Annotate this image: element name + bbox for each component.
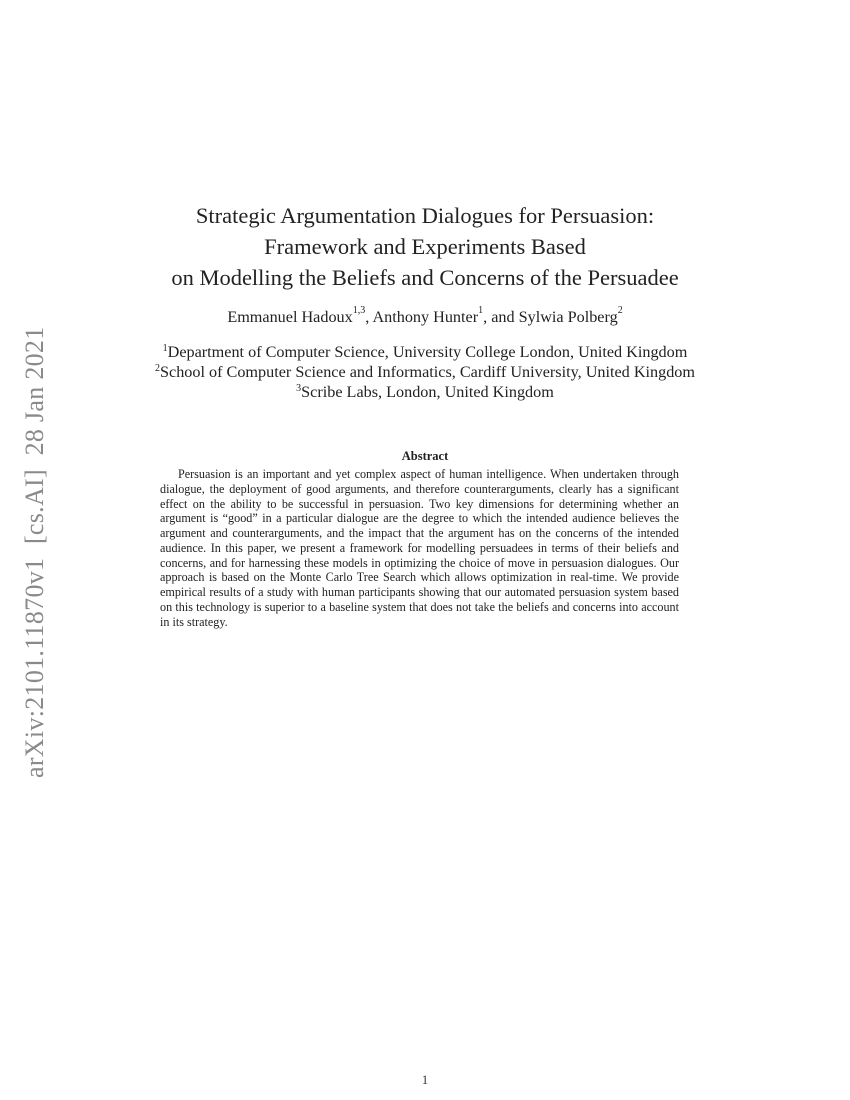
author-name: Sylwia Polberg <box>518 308 618 326</box>
paper-title <box>0 200 850 293</box>
abstract-body: Persuasion is an important and yet complex aspect of human intelligence. When undertaken through dialogue, the deployment of good arguments, and therefore counterarguments, clearly has a significant effect on the ability to be successful in persuasion. Two key dimensions for determining whether an argument is “good” in a particular dialogue are the degree to which the intended audience believes the argument and counterarguments, and the impact that the argument has on the concerns of the intended audience. In this paper, we present a framework for modelling persuadees in terms of their beliefs and concerns, and for harnessing these models in optimizing the choice of move in persuasion dialogues. Our approach is based on the Monte Carlo Tree Search which allows optimization in real-time. We provide empirical results of a study with human participants showing that our automated persuasion system based on this technology is superior to a baseline system that does not take the beliefs and concerns into account in its strategy. <box>160 467 679 629</box>
author-separator: , and <box>483 308 519 326</box>
affiliation-mark: 3 <box>296 383 302 394</box>
author-name: Anthony Hunter <box>372 308 479 326</box>
affiliation <box>0 382 850 402</box>
abstract-heading: Abstract <box>401 449 449 463</box>
author-affil-mark: 1,3 <box>352 305 366 316</box>
affiliation-text: Scribe Labs, London, United Kingdom <box>301 383 554 401</box>
affiliation-list <box>0 342 850 402</box>
author-affil-mark: 2 <box>617 305 623 316</box>
author-separator: , <box>365 308 373 326</box>
title-line-1: Strategic Argumentation Dialogues for Persuasion: <box>195 203 655 228</box>
page-number: 1 <box>421 1073 429 1087</box>
arxiv-identifier-stamp: arXiv:2101.11870v1 [cs.AI] 28 Jan 2021 <box>20 326 49 778</box>
affiliation-mark: 1 <box>162 343 168 354</box>
affiliation <box>0 342 850 362</box>
author-affil-mark: 1 <box>478 305 484 316</box>
author-list <box>0 305 850 327</box>
affiliation-mark: 2 <box>155 363 160 374</box>
author-name: Emmanuel Hadoux <box>227 308 353 326</box>
title-line-2: Framework and Experiments Based <box>264 234 586 259</box>
affiliation <box>0 362 850 382</box>
affiliation-text: Department of Computer Science, University College London, United Kingdom <box>167 343 688 361</box>
affiliation-text: School of Computer Science and Informatics, Cardiff University, United Kingdom <box>160 363 695 381</box>
title-line-3: on Modelling the Beliefs and Concerns of the Persuadee <box>171 265 679 290</box>
